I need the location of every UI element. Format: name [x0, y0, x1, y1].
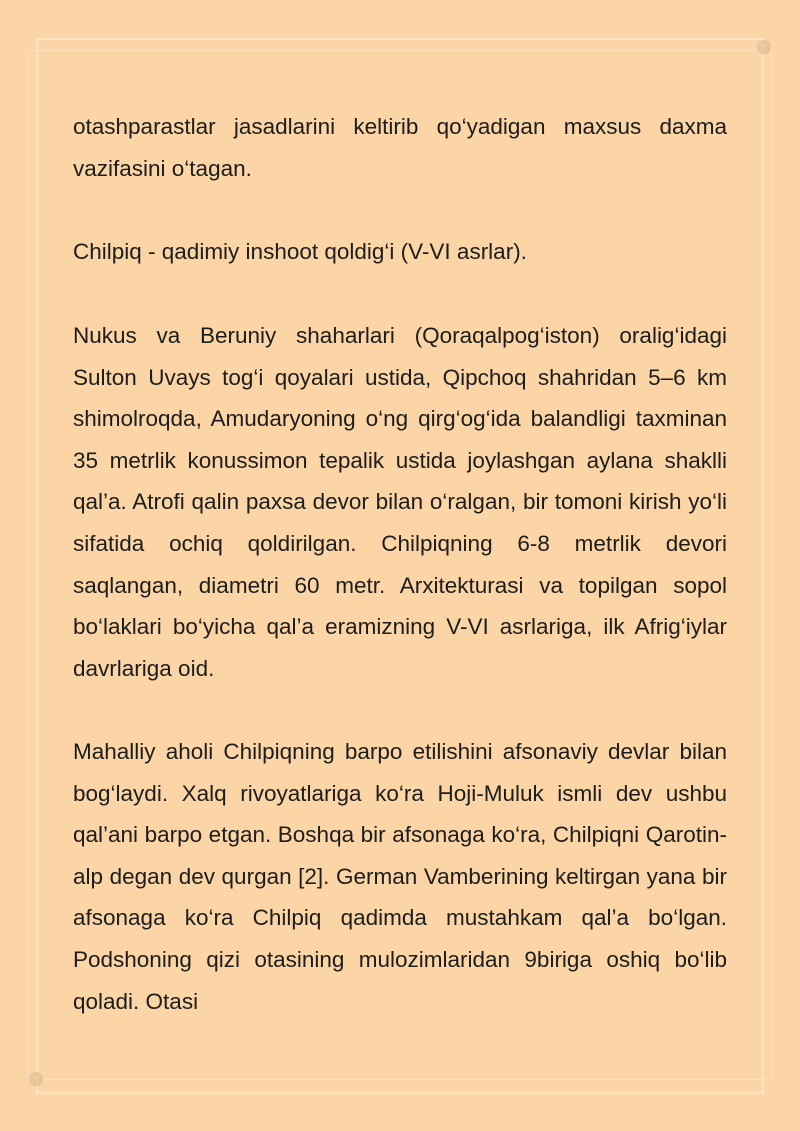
paragraph-daxma: otashparastlar jasadlarini keltirib qo‘yadigan maxsus daxma vazifasini o‘tagan.: [73, 114, 727, 181]
paragraph-location: Nukus va Beruniy shaharlari (Qoraqalpog‘iston) oralig‘idagi Sulton Uvays tog‘i qoyalari ustida, Qipchoq shahridan 5–6 km shimolroqda, Amudaryoning o‘ng qirg‘og‘ida balandligi taxminan 35 metrlik konussimon tepalik ustida joylashgan aylana shaklli qal’a. Atrofi qalin paxsa devor bilan o‘ralgan, bir tomoni kirish yo‘li sifatida ochiq qoldirilgan. Chilpiqning 6-8 metrlik devori saqlangan, diametri 60 metr. Arxitekturasi va topilgan sopol bo‘laklari bo‘yicha qal’a eramizning V-VI asrlariga, ilk Afrig‘iylar davrlariga oid.: [73, 323, 727, 681]
paragraph-legends: Mahalliy aholi Chilpiqning barpo etilishini afsonaviy devlar bilan bog‘laydi. Xalq rivoyatlariga ko‘ra Hoji-Muluk ismli dev ushbu qal’ani barpo etgan. Boshqa bir afsonaga ko‘ra, Chilpiqni Qarotin-alp degan dev qurgan [2]. German Vamberining keltirgan yana bir afsonaga ko‘ra Chilpiq qadimda mustahkam qal’a bo‘lgan. Podshoning qizi otasining mulozimlaridan 9biriga oshiq bo‘lib qoladi. Otasi: [73, 739, 727, 1014]
paragraph-chilpiq-heading: Chilpiq - qadimiy inshoot qoldig‘i (V-VI asrlar).: [73, 239, 527, 264]
corner-dot-icon: [757, 40, 771, 54]
corner-dot-icon: [29, 1072, 43, 1086]
